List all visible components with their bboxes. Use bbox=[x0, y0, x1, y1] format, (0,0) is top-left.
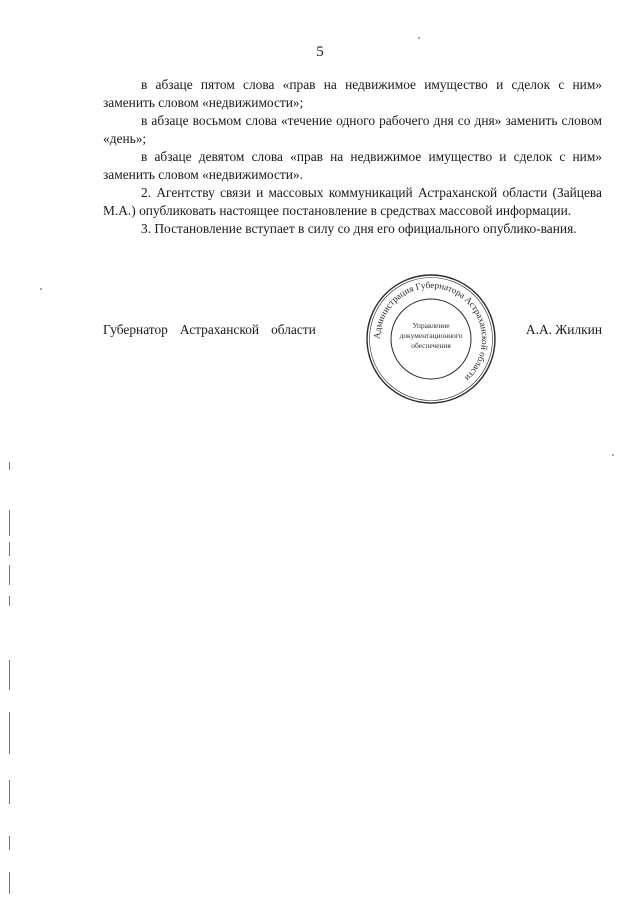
document-body bbox=[103, 76, 602, 238]
signer-title-word: Губернатор bbox=[103, 322, 168, 337]
signer-title bbox=[103, 322, 316, 338]
seal-inner-line: Управление bbox=[412, 321, 450, 330]
scan-artifact bbox=[9, 596, 10, 606]
signer-name: А.А. Жилкин bbox=[525, 322, 602, 337]
official-seal bbox=[364, 272, 498, 406]
seal-inner-line: обеспечения bbox=[411, 341, 451, 350]
scan-artifact bbox=[9, 836, 10, 850]
scan-artifact bbox=[9, 660, 10, 690]
paragraph: 3. Постановление вступает в силу со дня его официального опублико-вания. bbox=[141, 221, 577, 236]
scan-artifact bbox=[9, 565, 10, 585]
scan-artifact bbox=[9, 712, 10, 754]
signature-block bbox=[103, 322, 602, 342]
scan-speck bbox=[418, 37, 420, 39]
scan-artifact bbox=[9, 780, 10, 804]
scan-speck bbox=[40, 288, 42, 290]
paragraph: в абзаце пятом слова «прав на недвижимое имущество и сделок с ним» заменить словом «недвижимости»; bbox=[103, 77, 602, 110]
seal-inner-line: документационного bbox=[399, 331, 463, 340]
scan-speck bbox=[612, 454, 614, 456]
paragraph: 2. Агентству связи и массовых коммуникаций Астраханской области (Зайцева М.А.) опубликовать настоящее постановление в средствах массовой информации. bbox=[103, 185, 602, 218]
paragraph: в абзаце девятом слова «прав на недвижимое имущество и сделок с ним» заменить словом «недвижимости». bbox=[103, 149, 602, 182]
scan-artifact bbox=[9, 462, 10, 470]
scan-artifact bbox=[9, 872, 10, 894]
paragraph: в абзаце восьмом слова «течение одного рабочего дня со дня» заменить словом «день»; bbox=[103, 113, 602, 146]
signer-title-word: области bbox=[271, 322, 316, 337]
scan-artifact bbox=[9, 510, 10, 536]
signer-title-word: Астраханской bbox=[179, 322, 260, 337]
scan-artifact bbox=[9, 542, 10, 556]
seal-outer-text: Администрация Губернатора Астраханской области bbox=[371, 279, 491, 384]
page-number: 5 bbox=[316, 44, 324, 60]
